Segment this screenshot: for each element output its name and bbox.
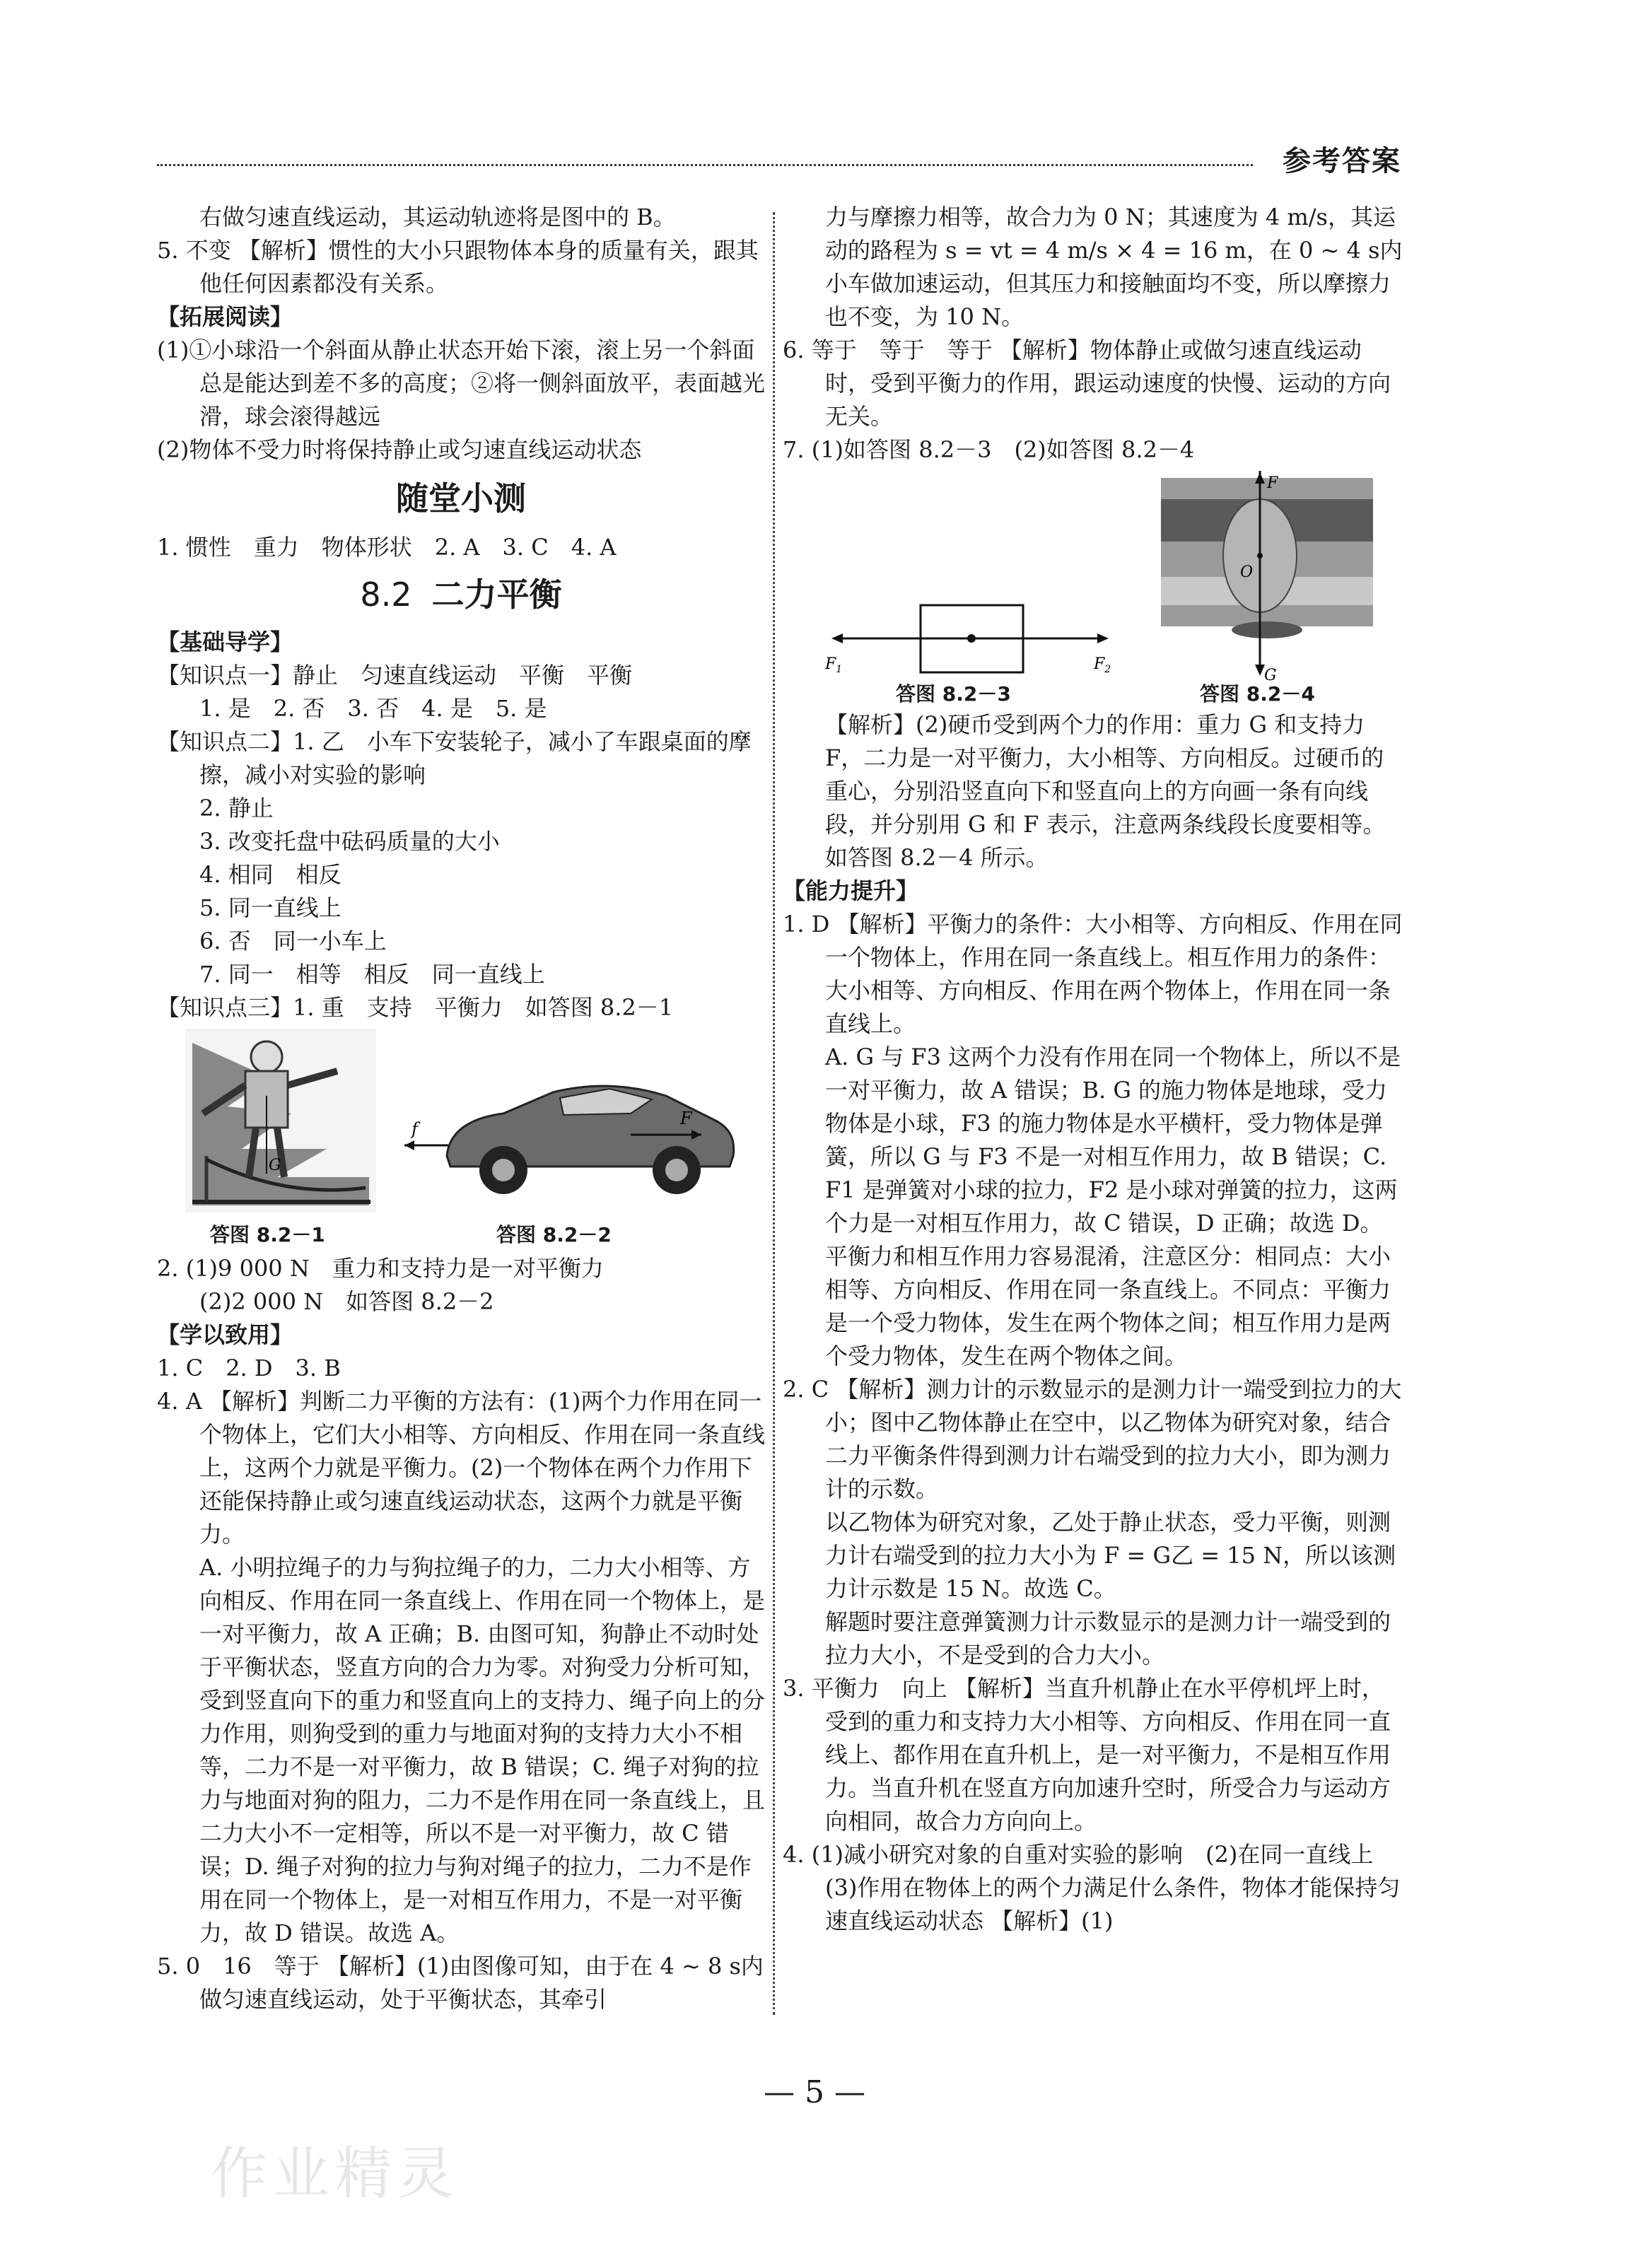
answer-6: 6. 等于 等于 等于 【解析】物体静止或做匀速直线运动时，受到平衡力的作用，跟运动速度的快慢、运动的方向无关。	[783, 337, 1391, 430]
answer-7: 7. (1)如答图 8.2－3 (2)如答图 8.2－4	[783, 436, 1195, 463]
label-G-down: G	[1264, 667, 1277, 683]
apply-answers: 1. C 2. D 3. B	[157, 1355, 341, 1381]
ability-answer-1: 1. D 【解析】平衡力的条件：大小相等、方向相反、作用在同一个物体上，作用在同一条直线上。相互作用力的条件：大小相等、方向相反、作用在两个物体上，作用在同一条直线上。	[783, 911, 1403, 1037]
ability-answer-2-note: 解题时要注意弹簧测力计示数显示的是测力计一端受到的拉力大小，不是受到的合力大小。	[825, 1608, 1391, 1668]
ability-tag: 【能力提升】	[783, 877, 919, 904]
figure-caption: 答图 8.2－3	[896, 682, 1011, 706]
text-line: 力与摩擦力相等，故合力为 0 N；其速度为 4 m/s，其运动的路程为 s = vt = 4 m/s × 4 = 16 m，在 0 ~ 4 s内小车做加速运动，但其压力和接触面均不变，所以摩擦力也不变，为 10 N。	[825, 204, 1403, 330]
ability-answer-2: 2. C 【解析】测力计的示数显示的是测力计一端受到拉力的大小；图中乙物体静止在空中，以乙物体为研究对象，结合二力平衡条件得到测力计右端受到的拉力大小，即为测力计的示数。	[783, 1376, 1402, 1502]
answer-2-part1: 2. (1)9 000 N 重力和支持力是一对平衡力	[157, 1255, 604, 1282]
figure-8-2-1-image	[185, 1029, 376, 1212]
answer-2-part2: (2)2 000 N 如答图 8.2－2	[199, 1288, 494, 1315]
apply-answer-4-analysis: A. 小明拉绳子的力与狗拉绳子的力，二力大小相等、方向相反、作用在同一条直线上、作用在同一个物体上，是一对平衡力，故 A 正确；B. 由图可知，狗静止不动时处于平衡状态，竖直方向的合力为零。对狗受力分析可知，受到竖直向下的重力和竖直向上的支持力、绳子向上的分力作用，则狗受到的重力与地面对狗的支持力大小不相等，二力不是一对平衡力，故 B 错误；C. 绳子对狗的拉力与地面对狗的阻力，二力不是作用在同一条直线上，且二力大小不一定相等，所以不是一对平衡力，故 C 错误；D. 绳子对狗的拉力与狗对绳子的拉力，二力不是作用在同一个物体上，是一对相互作用力，不是一对平衡力，故 D 错误。故选 A。	[199, 1554, 766, 1946]
left-column	[157, 201, 765, 2016]
figure-8-2-3-image	[822, 598, 1119, 683]
figure-8-2-4-image	[1161, 471, 1373, 683]
ability-answer-2-analysis: 以乙物体为研究对象，乙处于静止状态，受力平衡，则测力计右端受到的拉力大小为 F = G乙 = 15 N，所以该测力计示数是 15 N。故选 C。	[825, 1509, 1396, 1602]
label-f: f	[411, 1119, 418, 1139]
label-f2: $F_2$	[1094, 655, 1111, 675]
answer-7-analysis: 【解析】(2)硬币受到两个力的作用：重力 G 和支持力 F，二力是一对平衡力，大小相等、方向相反。过硬币的重心，分别沿竖直向下和竖直向上的方向画一条有向线段，并分别用 G 和 F 表示，注意两条线段长度要相等。如答图 8.2－4 所示。	[825, 711, 1386, 871]
answer-5: 5. 不变 【解析】惯性的大小只跟物体本身的质量有关，跟其他任何因素都没有关系。	[157, 237, 759, 297]
knowledge-2-item: 3. 改变托盘中砝码质量的大小	[199, 828, 500, 855]
figure-caption: 答图 8.2－2	[496, 1223, 612, 1246]
apply-tag: 【学以致用】	[157, 1321, 293, 1348]
lesson-title	[157, 575, 765, 614]
apply-answer-4: 4. A 【解析】判断二力平衡的方法有：(1)两个力作用在同一个物体上，它们大小相等、方向相反、作用在同一条直线上，这两个力就是平衡力。(2)一个物体在两个力作用下还能保持静止或匀速直线运动状态，这两个力就是平衡力。	[157, 1388, 766, 1548]
expand-answer-1: (1)①小球沿一个斜面从静止状态开始下滚，滚上另一个斜面总是能达到差不多的高度；②将一侧斜面放平，表面越光滑，球会滚得越远	[157, 337, 766, 430]
expand-answer-2: (2)物体不受力时将保持静止或匀速直线运动状态	[157, 436, 642, 463]
lesson-number: 8.2	[360, 575, 412, 614]
ability-answer-4: 4. (1)减小研究对象的自重对实验的影响 (2)在同一直线上 (3)作用在物体上的两个力满足什么条件，物体才能保持匀速直线运动状态 【解析】(1)	[783, 1841, 1401, 1934]
quiz-answers: 1. 惯性 重力 物体形状 2. A 3. C 4. A	[157, 534, 617, 561]
knowledge-1-answers: 1. 是 2. 否 3. 否 4. 是 5. 是	[199, 695, 547, 722]
page-header	[157, 139, 1401, 181]
column-divider	[773, 212, 775, 2015]
knowledge-2-item: 4. 相同 相反	[199, 861, 341, 888]
figures-8-2-3-and-4	[783, 471, 1406, 704]
lesson-name: 二力平衡	[431, 575, 562, 614]
figure-8-2-2-image	[397, 1064, 751, 1205]
text-line: 右做匀速直线运动，其运动轨迹将是图中的 B。	[199, 204, 676, 230]
knowledge-2-item: 7. 同一 相等 相反 同一直线上	[199, 961, 545, 988]
knowledge-1: 【知识点一】静止 匀速直线运动 平衡 平衡	[157, 662, 633, 689]
ability-answer-3: 3. 平衡力 向上 【解析】当直升机静止在水平停机坪上时，受到的重力和支持力大小相等、方向相反、作用在同一直线上、都作用在直升机上，是一对平衡力，不是相互作用力。当直升机在竖直方向加速升空时，所受合力与运动方向相同，故合力方向向上。	[783, 1675, 1391, 1835]
label-F: F	[680, 1109, 692, 1128]
knowledge-2-item: 6. 否 同一小车上	[199, 928, 387, 954]
label-F-up: F	[1267, 474, 1278, 492]
label-o: O	[1240, 563, 1254, 581]
header-dotted-rule	[157, 164, 1253, 166]
quiz-title: 随堂小测	[396, 479, 526, 518]
basic-guide-tag: 【基础导学】	[157, 629, 293, 655]
expand-reading-tag: 【拓展阅读】	[157, 303, 293, 330]
knowledge-2: 【知识点二】1. 乙 小车下安装轮子，减小了车跟桌面的摩擦，减小对实验的影响	[157, 728, 752, 788]
label-f1: $F_1$	[825, 655, 843, 675]
figures-8-2-1-and-2	[157, 1029, 765, 1248]
right-column	[783, 201, 1406, 1938]
header-title: 参考答案	[1283, 145, 1401, 177]
knowledge-3: 【知识点三】1. 重 支持 平衡力 如答图 8.2－1	[157, 994, 674, 1021]
knowledge-2-item: 2. 静止	[199, 795, 274, 822]
figure-caption: 答图 8.2－4	[1200, 682, 1315, 706]
label-g: G	[269, 1157, 281, 1174]
page-number: — 5 —	[764, 2074, 865, 2110]
figure-caption: 答图 8.2－1	[210, 1223, 325, 1246]
ability-answer-1-note: 平衡力和相互作用力容易混淆，注意区分：相同点：大小相等、方向相反、作用在同一条直线上。不同点：平衡力是一个受力物体，发生在两个物体之间；相互作用力是两个受力物体，发生在两个物体之间。	[825, 1243, 1391, 1369]
knowledge-2-item: 5. 同一直线上	[199, 894, 341, 921]
ability-answer-1-analysis: A. G 与 F3 这两个力没有作用在同一个物体上，所以不是一对平衡力，故 A 错误；B. G 的施力物体是地球，受力物体是小球，F3 的施力物体是水平横杆，受力物体是弹簧，所以 G 与 F3 不是一对相互作用力，故 B 错误；C. F1 是弹簧对小球的拉力，F2 是小球对弹簧的拉力，这两个力是一对相互作用力，故 C 错误，D 正确；故选 D。	[825, 1044, 1401, 1237]
watermark: 作业精灵	[211, 2141, 460, 2206]
apply-answer-5: 5. 0 16 等于 【解析】(1)由图像可知，由于在 4 ~ 8 s内做匀速直线运动，处于平衡状态，其牵引	[157, 1953, 764, 2013]
